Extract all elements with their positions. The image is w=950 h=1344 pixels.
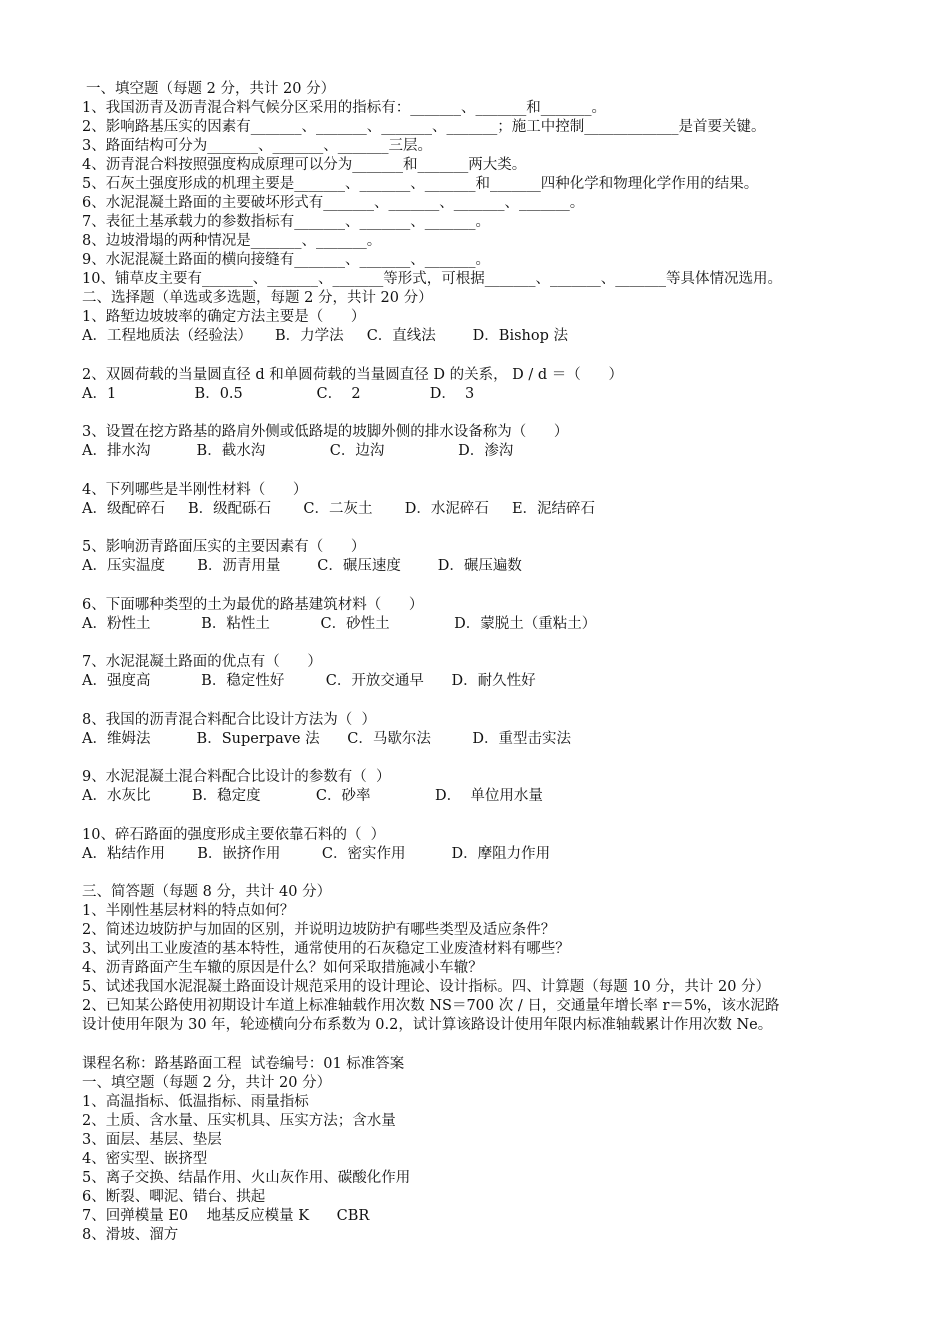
fill-question-5: 5、石灰土强度形成的机理主要是_______、_______、_______和_______四种化学和物理化学作用的结果。: [82, 176, 759, 192]
fill-question-8: 8、边坡滑塌的两种情况是_______、_______。: [82, 233, 382, 249]
choice-question-8: 8、我国的沥青混合料配合比设计方法为（ ）: [82, 711, 376, 728]
answer-8: 8、滑坡、溜方: [82, 1226, 179, 1243]
short-question-2: 2、简述边坡防护与加固的区别，并说明边坡防护有哪些类型及适应条件？: [82, 922, 556, 938]
fill-question-1: 1、我国沥青及沥青混合料气候分区采用的指标有：_______、_______和_______。: [82, 100, 606, 116]
answer-section-title: 一、填空题（每题 2 分，共计 20 分）: [82, 1074, 332, 1091]
choice-options-6: A．粉性土 B．粘性土 C．砂性土 D．蒙脱土（重粘土）: [82, 615, 597, 632]
choice-question-7: 7、水泥混凝土路面的优点有（ ）: [82, 654, 322, 670]
choice-question-10: 10、碎石路面的强度形成主要依靠石料的（ ）: [82, 826, 386, 843]
exam-page: [82, 80, 902, 1245]
choice-options-9: A．水灰比 B．稳定度 C．砂率 D． 单位用水量: [82, 788, 543, 804]
choice-question-4: 4、下列哪些是半刚性材料（ ）: [82, 481, 308, 498]
choice-question-5: 5、影响沥青路面压实的主要因素有（ ）: [82, 539, 366, 555]
choice-options-3: A．排水沟 B．截水沟 C．边沟 D．渗沟: [82, 443, 514, 459]
choice-options-8: A．维姆法 B．Superpave 法 C．马歇尔法 D．重型击实法: [82, 730, 571, 747]
short-question-3: 3、试列出工业废渣的基本特性，通常使用的石灰稳定工业废渣材料有哪些？: [82, 941, 570, 957]
choice-options-10: A．粘结作用 B．嵌挤作用 C．密实作用 D．摩阻力作用: [82, 845, 551, 862]
answer-2: 2、土质、含水量、压实机具、压实方法；含水量: [82, 1112, 396, 1129]
choice-question-2: 2、双圆荷载的当量圆直径 d 和单圆荷载的当量圆直径 D 的关系， D / d ＝（ ）: [82, 366, 623, 383]
choice-options-2: A．1 B．0.5 C． 2 D． 3: [82, 385, 475, 402]
answer-6: 6、断裂、唧泥、错台、拱起: [82, 1188, 266, 1205]
fill-question-6: 6、水泥混凝土路面的主要破坏形式有_______、_______、_______、_______。: [82, 195, 585, 211]
choice-options-4: A．级配碎石 B．级配砾石 C．二灰土 D．水泥碎石 E．泥结碎石: [82, 500, 596, 517]
fill-question-9: 9、水泥混凝土路面的横向接缝有_______、_______、_______。: [82, 252, 490, 268]
answer-1: 1、高温指标、低温指标、雨量指标: [82, 1093, 309, 1110]
calc-question-2-line-1: 2、已知某公路使用初期设计车道上标准轴载作用次数 NS＝700 次 / 日，交通量年增长率 r＝5%，该水泥路: [82, 998, 780, 1014]
fill-question-4: 4、沥青混合料按照强度构成原理可以分为_______和_______两大类。: [82, 157, 527, 173]
choice-question-3: 3、设置在挖方路基的路肩外侧或低路堤的坡脚外侧的排水设备称为（ ）: [82, 424, 569, 440]
answer-7: 7、回弹模量 E0 地基反应模量 K CBR: [82, 1207, 370, 1224]
fill-question-3: 3、路面结构可分为_______、_______、_______三层。: [82, 138, 432, 154]
choice-options-7: A．强度高 B．稳定性好 C．开放交通早 D．耐久性好: [82, 673, 536, 689]
choice-question-6: 6、下面哪种类型的土为最优的路基建筑材料（ ）: [82, 596, 424, 613]
short-question-4: 4、沥青路面产生车辙的原因是什么？如何采取措施减小车辙？: [82, 960, 483, 976]
fill-question-2: 2、影响路基压实的因素有_______、_______、_______、_______；施工中控制_____________是首要关键。: [82, 119, 766, 135]
choice-question-9: 9、水泥混凝土混合料配合比设计的参数有（ ）: [82, 769, 391, 785]
short-question-1: 1、半刚性基层材料的特点如何？: [82, 903, 295, 919]
answer-3: 3、面层、基层、垫层: [82, 1131, 222, 1148]
fill-question-7: 7、表征土基承载力的参数指标有_______、_______、_______。: [82, 214, 490, 230]
answer-course-header: 课程名称：路基路面工程 试卷编号：01 标准答案: [82, 1055, 405, 1072]
choice-question-1: 1、路堑边坡坡率的确定方法主要是（ ）: [82, 309, 366, 325]
choice-section-title: 二、选择题（单选或多选题，每题 2 分，共计 20 分）: [82, 290, 433, 306]
fill-section-title: 一、填空题（每题 2 分，共计 20 分）: [86, 81, 336, 97]
answer-5: 5、离子交换、结晶作用、火山灰作用、碳酸化作用: [82, 1169, 411, 1186]
choice-options-1: A．工程地质法（经验法） B．力学法 C．直线法 D．Bishop 法: [82, 328, 569, 344]
calc-question-2-line-2: 设计使用年限为 30 年，轮迹横向分布系数为 0.2，试计算该路设计使用年限内标准轴载累计作用次数 Ne。: [82, 1017, 773, 1033]
fill-question-10: 10、铺草皮主要有_______、_______、_______等形式，可根据_______、_______、_______等具体情况选用。: [82, 271, 782, 287]
short-section-title: 三、简答题（每题 8 分，共计 40 分）: [82, 884, 332, 900]
short-question-5: 5、试述我国水泥混凝土路面设计规范采用的设计理论、设计指标。四、计算题（每题 10 分，共计 20 分）: [82, 979, 771, 995]
answer-4: 4、密实型、嵌挤型: [82, 1150, 208, 1167]
choice-options-5: A．压实温度 B．沥青用量 C．碾压速度 D．碾压遍数: [82, 558, 522, 574]
